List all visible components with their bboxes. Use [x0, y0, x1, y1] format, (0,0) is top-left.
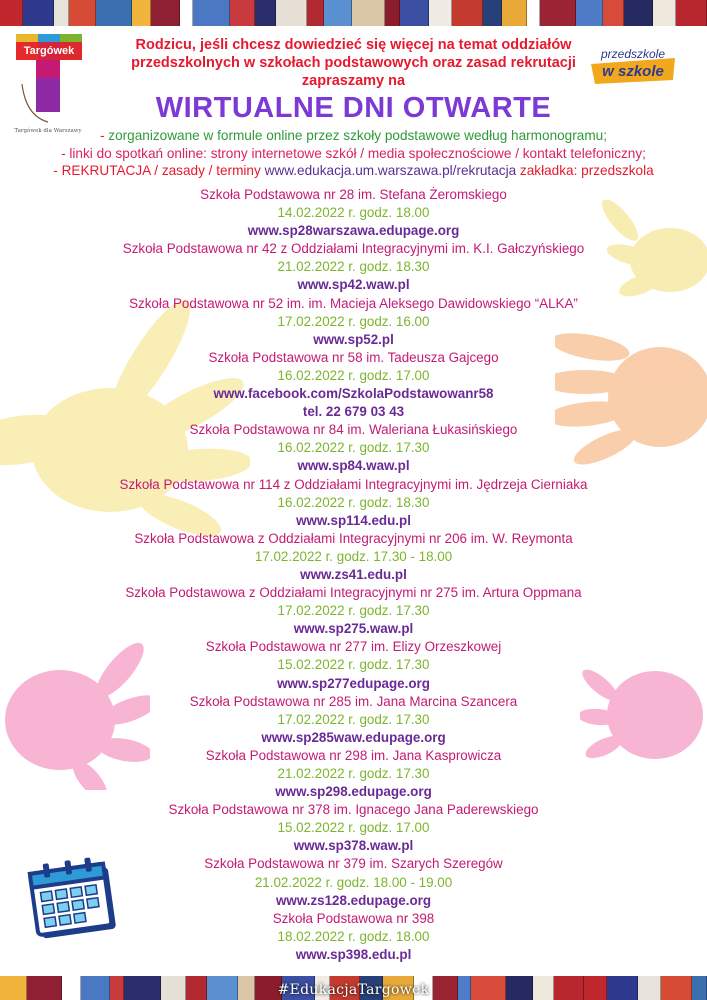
school-date: 21.02.2022 r. godz. 18.30	[277, 259, 430, 275]
school-entry	[0, 295, 707, 349]
book-spines-top	[0, 0, 707, 26]
school-entry	[0, 747, 707, 801]
school-date: 17.02.2022 r. godz. 16.00	[277, 313, 430, 329]
school-website-link[interactable]: www.zs128.edupage.org	[275, 892, 432, 908]
school-entry	[0, 584, 707, 638]
book-spine	[603, 0, 624, 26]
book-spine	[653, 0, 676, 26]
note-line	[0, 127, 707, 145]
school-entry	[0, 638, 707, 692]
school-name: Szkoła Podstawowa nr 398	[272, 910, 435, 926]
note-line	[0, 162, 707, 180]
book-spine	[54, 0, 69, 26]
book-spine	[180, 0, 193, 26]
school-name: Szkoła Podstawowa nr 28 im. Stefana Żeromskiego	[200, 187, 507, 202]
book-spine	[151, 0, 180, 26]
school-name: Szkoła Podstawowa nr 378 im. Ignacego Jana Paderewskiego	[168, 802, 539, 818]
logo-left-tagline: Targówek dla Warszawy	[14, 128, 82, 134]
school-date: 17.02.2022 r. godz. 17.30	[277, 711, 430, 727]
book-spine	[132, 0, 151, 26]
school-name: Szkoła Podstawowa nr 114 z Oddziałami Integracyjnymi im. Jędrzeja Cierniaka	[119, 476, 588, 492]
book-spine	[255, 0, 276, 26]
school-date: 14.02.2022 r. godz. 18.00	[277, 205, 430, 221]
school-website-link[interactable]: www.sp28warszawa.edupage.org	[247, 223, 460, 239]
intro-line: Rodzicu, jeśli chcesz dowiedzieć się więcej na temat oddziałów	[135, 37, 572, 53]
school-name: Szkoła Podstawowa z Oddziałami Integracyjnymi nr 275 im. Artura Oppmana	[125, 585, 582, 601]
page-title: WIRTUALNE DNI OTWARTE	[155, 92, 552, 124]
notes-block	[0, 127, 707, 180]
school-date: 16.02.2022 r. godz. 18.30	[277, 494, 430, 510]
school-date: 17.02.2022 r. godz. 17.30 - 18.00	[254, 548, 453, 564]
przedszkole-w-szkole-logo	[587, 44, 679, 86]
book-spine	[276, 0, 307, 26]
book-spine	[352, 0, 385, 26]
school-website-link[interactable]: www.sp285waw.edupage.org	[261, 729, 446, 745]
school-name: Szkoła Podstawowa nr 84 im. Waleriana Łukasińskiego	[189, 422, 518, 438]
school-name: Szkoła Podstawowa nr 277 im. Elizy Orzeszkowej	[205, 639, 502, 655]
school-website-link[interactable]: www.sp52.pl	[313, 331, 394, 347]
school-entry	[0, 349, 707, 421]
book-spine	[230, 0, 255, 26]
school-entry	[0, 530, 707, 584]
school-name: Szkoła Podstawowa z Oddziałami Integracyjnymi nr 206 im. W. Reymonta	[134, 530, 573, 546]
school-name: Szkoła Podstawowa nr 52 im. im. Macieja Aleksego Dawidowskiego “ALKA”	[129, 295, 578, 311]
intro-line: przedszkolnych w szkołach podstawowych oraz zasad rekrutacji	[131, 55, 576, 71]
note-links: linki do spotkań online: strony internetowe szkół / media społecznościowe / kontakt telefoniczny;	[69, 145, 646, 161]
school-date: 16.02.2022 r. godz. 17.00	[277, 367, 430, 383]
school-date: 21.02.2022 r. godz. 17.30	[277, 766, 430, 781]
school-website-link[interactable]: www.sp398.edu.pl	[295, 946, 412, 962]
school-entry	[0, 186, 707, 240]
school-entry	[0, 421, 707, 475]
intro-text	[110, 36, 597, 90]
note-dash: -	[99, 128, 109, 143]
school-entry	[0, 240, 707, 294]
school-entry	[0, 801, 707, 855]
book-spine	[69, 0, 96, 26]
note-dash: -	[61, 145, 70, 161]
school-date: 16.02.2022 r. godz. 17.30	[277, 440, 430, 456]
schools-list	[0, 186, 707, 964]
note-format: zorganizowane w formule online przez szkoły podstawowe według harmonogramu;	[108, 128, 607, 143]
book-spine	[483, 0, 502, 26]
school-website-link[interactable]: www.sp298.edupage.org	[275, 784, 432, 800]
note-rekrutacja: REKRUTACJA / zasady / terminy	[61, 163, 265, 178]
school-date: 18.02.2022 r. godz. 18.00	[277, 928, 430, 944]
school-date: 17.02.2022 r. godz. 17.30	[277, 603, 430, 619]
rekrutacja-link[interactable]: www.edukacja.um.warszawa.pl/rekrutacja	[264, 163, 517, 178]
book-spine	[429, 0, 452, 26]
school-name: Szkoła Podstawowa nr 379 im. Szarych Szeregów	[204, 856, 503, 872]
book-spine	[676, 0, 707, 26]
school-entry	[0, 910, 707, 964]
school-phone: tel. 22 679 03 43	[302, 404, 405, 420]
book-spine	[0, 0, 23, 26]
school-name: Szkoła Podstawowa nr 285 im. Jana Marcina Szancera	[189, 693, 518, 709]
school-entry	[0, 693, 707, 747]
school-date: 15.02.2022 r. godz. 17.30	[277, 657, 430, 673]
book-spine	[193, 0, 230, 26]
school-name: Szkoła Podstawowa nr 42 z Oddziałami Integracyjnymi im. K.I. Gałczyńskiego	[122, 241, 585, 257]
school-name: Szkoła Podstawowa nr 298 im. Jana Kasprowicza	[205, 747, 502, 763]
book-spine	[400, 0, 429, 26]
school-entry	[0, 855, 707, 909]
school-website-link[interactable]: www.facebook.com/SzkolaPodstawowanr58	[213, 386, 494, 402]
school-website-link[interactable]: www.sp114.edu.pl	[296, 512, 411, 528]
school-website-link[interactable]: www.sp42.waw.pl	[297, 277, 410, 293]
book-spine	[307, 0, 324, 26]
book-spine	[540, 0, 575, 26]
school-website-link[interactable]: www.sp275.waw.pl	[293, 621, 414, 637]
book-spine	[502, 0, 527, 26]
school-date: 21.02.2022 r. godz. 18.00 - 19.00	[254, 874, 453, 890]
school-entry	[0, 476, 707, 530]
note-dash: -	[53, 163, 62, 178]
book-spine	[576, 0, 603, 26]
book-spine	[96, 0, 131, 26]
note-line	[0, 145, 707, 163]
logo-left-name: Targówek	[23, 45, 75, 57]
logo-right-line1: przedszkole	[600, 47, 666, 61]
note-zakladka: zakładka: przedszkola	[516, 163, 654, 178]
school-website-link[interactable]: www.sp84.waw.pl	[297, 458, 410, 474]
book-spine	[324, 0, 351, 26]
footer-hashtag: #EdukacjaTargowek	[277, 982, 430, 998]
book-spine	[452, 0, 483, 26]
school-website-link[interactable]: www.sp378.waw.pl	[293, 838, 414, 854]
logo-right-line2: w szkole	[602, 63, 664, 80]
school-website-link[interactable]: www.zs41.edu.pl	[300, 566, 407, 582]
school-name: Szkoła Podstawowa nr 58 im. Tadeusza Gajcego	[208, 349, 499, 365]
book-spine	[527, 0, 540, 26]
school-website-link[interactable]: www.sp277edupage.org	[277, 675, 430, 691]
intro-line: zapraszamy na	[301, 73, 406, 89]
book-spine	[385, 0, 400, 26]
book-spine	[624, 0, 653, 26]
school-date: 15.02.2022 r. godz. 17.00	[277, 820, 430, 836]
book-spine	[23, 0, 54, 26]
